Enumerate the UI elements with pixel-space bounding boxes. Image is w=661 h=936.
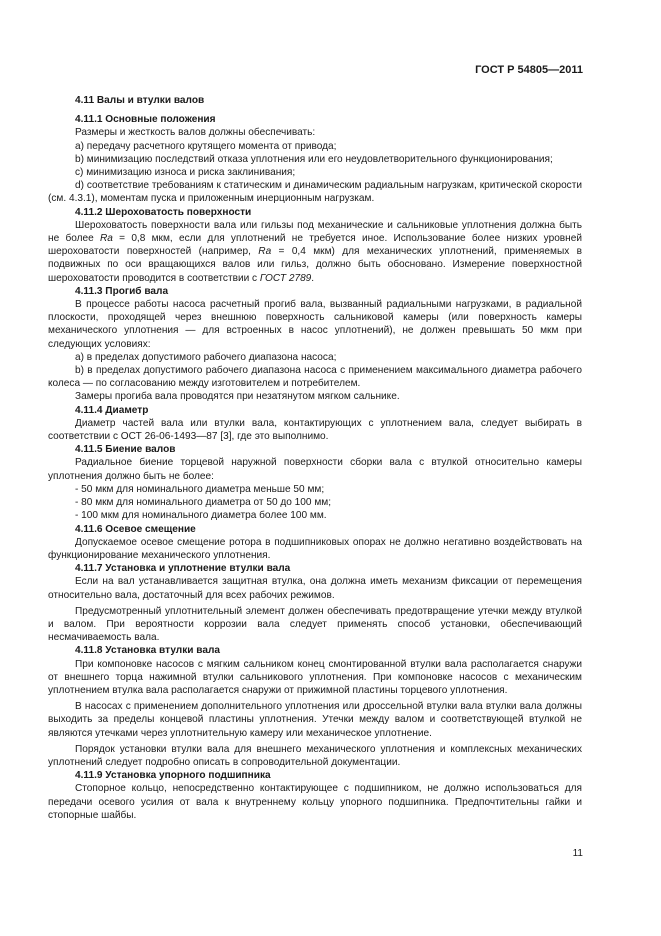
paragraph: Если на вал устанавливается защитная втулка, она должна иметь механизм фиксации от перемещения относительно вала, достаточный для всех рабочих режимов.: [48, 576, 582, 601]
text-run: = 0,8 мкм, если для уплотнений не требуется иное. Использование более низких уровней шероховатости поверхностей (например,: [48, 233, 582, 258]
list-item: b) минимизацию последствий отказа уплотнения или его неудовлетворительного функционирования;: [75, 153, 553, 165]
standard-reference: ГОСТ 2789: [259, 272, 312, 284]
section-heading-4-11-4: 4.11.4 Диаметр: [75, 404, 149, 416]
paragraph: В процессе работы насоса расчетный прогиб вала, вызванный радиальными нагрузками, в радиальной плоскости, проходящей через внешнюю поверхность сальниковой камеры (или поверхность камеры механического уплотнения — для встроенных в насос уплотнений), не должен превышать 50 мкм при следующих условиях:: [48, 299, 582, 350]
text-run: Ra: [258, 246, 272, 258]
paragraph: Замеры прогиба вала проводятся при незатянутом мягком сальнике.: [75, 391, 400, 403]
list-item: c) минимизацию износа и риска заклинивания;: [75, 167, 296, 179]
text-run: .: [311, 272, 315, 284]
list-item: a) в пределах допустимого рабочего диапазона насоса;: [75, 351, 337, 363]
list-item: d) соответствие требованиям к статическим и динамическим радиальным нагрузкам, критической скорости (см. 4.3.1), моментам пуска и приложенным инерционным нагрузкам.: [48, 180, 582, 205]
paragraph: Стопорное кольцо, непосредственно контактирующее с подшипником, не должно использоваться для передачи осевого усилия от вала к внутреннему кольцу упорного подшипника. Предпочтительны гайки и стопорные шайбы.: [48, 783, 582, 821]
paragraph: При компоновке насосов с мягким сальником конец смонтированной втулки вала располагается снаружи от внешнего торца нажимной втулки сальникового уплотнения. При компоновке насосов с механическим уплотнением втулка вала располагается снаружи от прижимной пластины торцевого уплотнения.: [48, 658, 582, 696]
section-heading-4-11-1: 4.11.1 Основные положения: [75, 114, 216, 126]
text-run: Шероховатость поверхности вала или гильзы под механические и сальниковые уплотнения должна быть не более: [48, 219, 582, 245]
dash-item: - 100 мкм для номинального диаметра более 100 мм.: [75, 510, 327, 522]
section-heading-4-11-7: 4.11.7 Установка и уплотнение втулки вала: [75, 563, 291, 575]
paragraph: Порядок установки втулки вала для внешнего механического уплотнения и комплексных механических уплотнений следует подробно описать в сопроводительной документации.: [48, 743, 582, 768]
dash-item: - 50 мкм для номинального диаметра меньше 50 мм;: [75, 483, 325, 495]
page-number: 11: [572, 848, 583, 859]
paragraph: Радиальное биение торцевой наружной поверхности сборки вала с втулкой относительно камеры уплотнения должно быть не более:: [48, 457, 582, 482]
section-heading-4-11-8: 4.11.8 Установка втулки вала: [75, 645, 220, 657]
paragraph: [48, 219, 582, 285]
text-run: Ra: [100, 233, 113, 245]
document-header: ГОСТ Р 54805—2011: [475, 64, 583, 76]
paragraph: Диаметр частей вала или втулки вала, контактирующих с уплотнением вала, следует выбирать в соответствии с ОСТ 26-06-1493—87 [3], где это выполнимо.: [48, 417, 582, 443]
section-heading-4-11-6: 4.11.6 Осевое смещение: [75, 523, 196, 535]
list-item: а) передачу расчетного крутящего момента от привода;: [75, 140, 337, 152]
paragraph: Размеры и жесткость валов должны обеспечивать:: [75, 127, 316, 139]
dash-item: - 80 мкм для номинального диаметра от 50 до 100 мм;: [75, 497, 332, 509]
paragraph: В насосах с применением дополнительного уплотнения или дроссельной втулки вала втулки вала должны выходить за пределы концевой пластины уплотнения. Утечки между валом и соответствующей втулкой не являются утечками через уплотнительную камеру или механическое уплотнение.: [48, 701, 582, 739]
paragraph: Предусмотренный уплотнительный элемент должен обеспечивать предотвращение утечки между втулкой и валом. При вероятности коррозии вала следует применять способ установки, обеспечивающий несмачиваемость вала.: [48, 605, 582, 644]
section-heading-4-11-9: 4.11.9 Установка упорного подшипника: [75, 770, 271, 782]
paragraph: Допускаемое осевое смещение ротора в подшипниковых опорах не должно негативно воздействовать на функционирование механического уплотнения.: [48, 536, 582, 561]
section-heading-4-11-2: 4.11.2 Шероховатость поверхности: [75, 206, 252, 218]
list-item: b) в пределах допустимого рабочего диапазона насоса с применением максимального диаметра рабочего колеса — по согласованию между изготовителем и потребителем.: [48, 365, 582, 390]
text-run: = 0,4 мкм) для механических уплотнений, применяемых в подвижных по оси вращающихся валов или гильз, должно быть обосновано. Измерение поверхностной шероховатости проводится в соответствии с: [48, 246, 582, 284]
page-content: [48, 94, 582, 822]
section-heading-4-11: 4.11 Валы и втулки валов: [75, 95, 205, 106]
section-heading-4-11-5: 4.11.5 Биение валов: [75, 444, 176, 456]
section-heading-4-11-3: 4.11.3 Прогиб вала: [75, 285, 169, 297]
